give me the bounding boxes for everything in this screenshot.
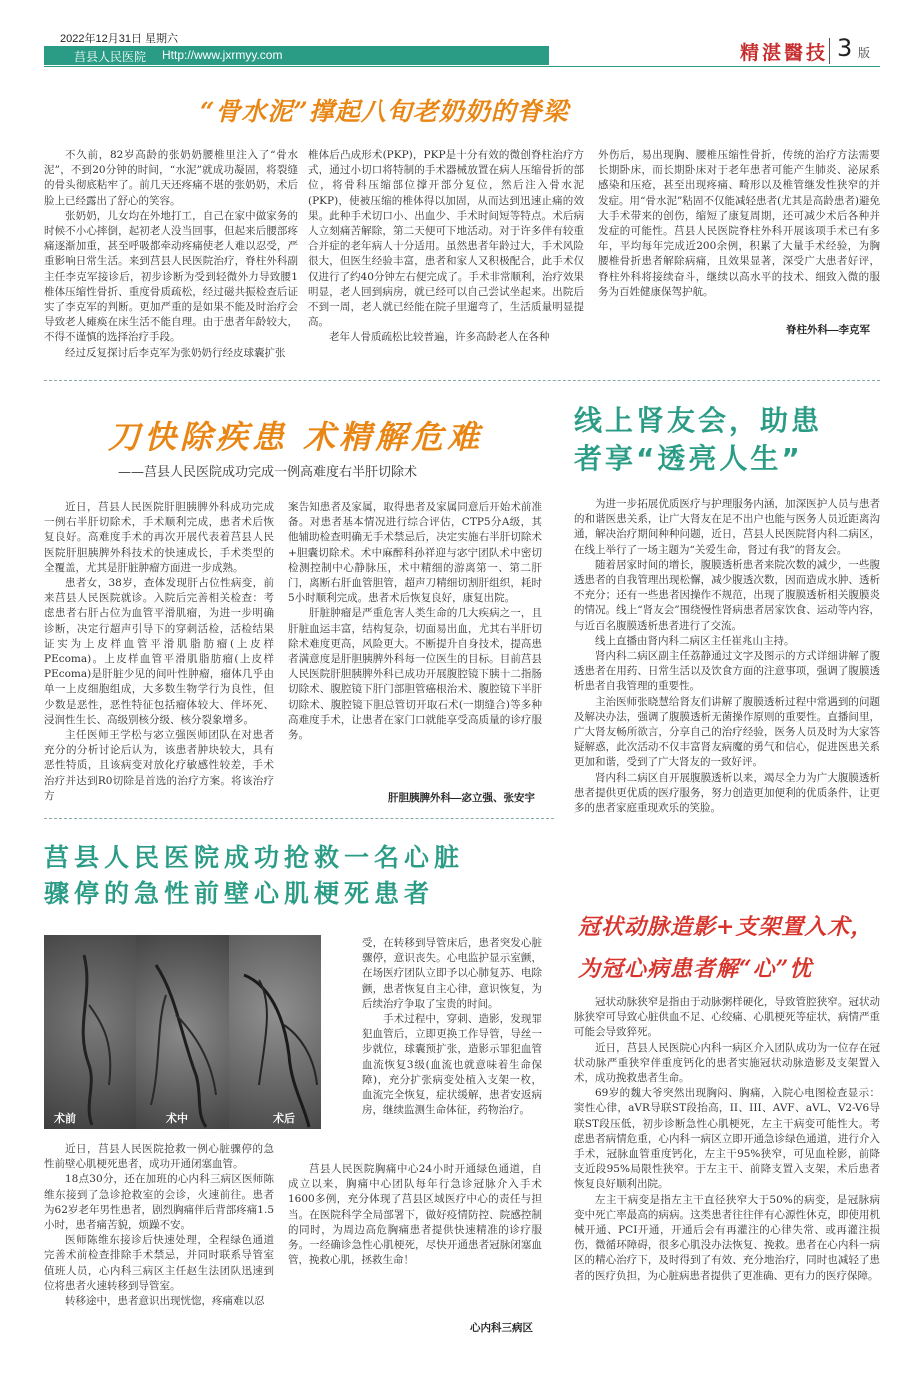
article4-col1 <box>44 1142 274 1309</box>
article2-title: 刀快除疾患 术精解危难 <box>108 418 484 456</box>
hospital-url[interactable]: Http://www.jxrmyy.com <box>162 48 283 62</box>
paragraph: 随着居家时间的增长，腹膜透析患者来院次数的减少，一些腹透患者的自我管理出现松懈，减少腹透次数，因而造成水肿、透析不充分；还有一些患者因操作不规范，出现了腹膜透析相关腹膜炎的情况。线上“肾友会”围绕慢性肾病患者居家饮食、运动等内容，与近百名腹膜透析患者进行了交流。 <box>574 558 880 632</box>
paragraph: 肾内科二病区自开展腹膜透析以来，竭尽全力为广大腹膜透析患者提供更优质的医疗服务，努力创造更加便利的优质条件，让更多的患者家庭重现欢乐的笑脸。 <box>574 771 880 815</box>
paragraph: 患者女，38岁，查体发现肝占位性病变，前来莒县人民医院就诊。入院后完善相关检查：考虑患者右肝占位为血管平滑肌瘤，为进一步明确诊断，决定行超声引导下的穿刺活检，活检结果证实为上皮样血管平滑肌脂肪瘤(上皮样PEcoma)。上皮样血管平滑肌脂肪瘤(上皮样PEcoma)是肝脏少见的间叶性肿瘤，瘤体几乎由单一上皮细胞组成，大多数生物学行为良性，但少数是恶性，恶性特征包括瘤体较大、伴坏死、浸润性生长、高级别核分级、核分裂象增多。 <box>44 577 274 726</box>
paragraph: 受，在转移到导管床后，患者突发心脏骤停，意识丧失。心电监护显示室颤，在场医疗团队立即予以心肺复苏、电除颤，患者恢复自主心律，意识恢复，为后续治疗争取了宝贵的时间。 <box>362 937 542 1010</box>
article2-subtitle: ——莒县人民医院成功完成一例高难度右半肝切除术 <box>118 465 418 480</box>
article2-signature: 肝胆胰脾外科—宓立强、张安宇 <box>388 792 535 804</box>
paragraph: 主任医师王学松与宓立强医师团队在对患者充分的分析讨论后认为，该患者肿块较大，具有恶性特质，且该病变对放化疗敏感性较差，手术治疗并达到R0切除是首选的治疗方案。将该治疗方 <box>44 729 274 802</box>
column-name: 精湛醫技 <box>740 42 829 64</box>
article4-col2-top <box>362 936 542 1118</box>
paragraph: 线上直播由肾内科二病区主任崔兆山主持。 <box>595 634 795 647</box>
page-number: 3 <box>837 34 853 62</box>
paragraph: 肝脏肿瘤是严重危害人类生命的几大疾病之一，且肝脏血运丰富，结构复杂，切面易出血，尤其右半肝切除术难度更高，风险更大。不断提升自身技术，提高患者满意度是肝胆胰脾外科每一位医生的目标。目前莒县人民医院肝胆胰脾外科已成功开展腹腔镜下胰十二指肠切除术、腹腔镜下肝门部胆管癌根治术、腹腔镜下半肝切除术、腹腔镜下胆总管切开取石术(一期缝合)等多种高难度手术，让患者在家门口就能享受高质量的诊疗服务。 <box>288 607 542 742</box>
article1-col3 <box>598 148 880 300</box>
paragraph: 莒县人民医院胸痛中心24小时开通绿色通道，自成立以来，胸痛中心团队每年行急诊冠脉介入手术1600多例，充分体现了莒县区域医疗中心的责任与担当。在医院科学全局部署下，做好疫情防控、院感控制的同时，为周边高危胸痛患者提供快速精准的诊疗服务。一经确诊急性心肌梗死，尽快开通患者冠脉闭塞血管，挽救心肌，拯救生命！ <box>288 1163 542 1267</box>
article4-title <box>44 840 464 912</box>
angiography-photo <box>44 935 321 1129</box>
article4-title-line2: 骤停的急性前壁心肌梗死患者 <box>44 879 435 908</box>
page-separator <box>829 38 830 64</box>
article2-col1 <box>44 500 274 804</box>
article2-col2 <box>288 500 542 743</box>
photo-caption: 术中 <box>166 1113 188 1125</box>
article4-title-line1: 莒县人民医院成功抢救一名心脏 <box>44 843 465 872</box>
article1-col2 <box>308 148 584 346</box>
article5-title <box>578 906 873 990</box>
paragraph: 近日，莒县人民医院抢救一例心脏骤停的急性前壁心肌梗死患者，成功开通闭塞血管。 <box>44 1143 274 1171</box>
paragraph: 冠状动脉狭窄是指由于动脉粥样硬化，导致管腔狭窄。冠状动脉狭窄可导致心脏供血不足、心绞痛、心肌梗死等症状，病情严重可能会导致猝死。 <box>574 996 880 1039</box>
paragraph: 老年人骨质疏松比较普遍，许多高龄老人在各种 <box>329 331 550 344</box>
paragraph: 椎体后凸成形术(PKP)，PKP是十分有效的微创脊柱治疗方式，通过小切口将特制的手术器械放置在病人压缩骨折的部位，将骨科压缩部位撑开部分复位，然后注入骨水泥(PKP)，使被压缩的椎体得以加固，从而达到迅速止痛的效果。此种手术切口小、出血少、手术时间短等特点。术后病人立刻痛苦解除，第二天便可下地活动。对于许多伴有较重合并症的老年病人十分适用。虽然患者年龄过大，手术风险很大，但医生经验丰富，患者和家人又积极配合，此手术仅仅进行了约40分钟左右便完成了。手术非常顺利，治疗效果明显，老人回到病房，就已经可以自己尝试坐起来。出院后不到一周，老人就已经能在院子里遛弯了，生活质量明显提高。 <box>308 149 584 329</box>
article5-title-line1: 冠状动脉造影+支架置入术， <box>578 914 874 940</box>
paragraph: 转移途中，患者意识出现恍惚，疼痛难以忍 <box>65 1295 265 1308</box>
paragraph: 69岁的魏大爷突然出现胸闷、胸痛，入院心电图检查显示：窦性心律，aVR导联ST段抬高，II、III、AVF、aVL、V2-V6导联ST段压低，初步诊断急性心肌梗死，左主干病变可能性大。考虑患者病情危重，心内科一病区立即开通急诊绿色通道，进行介入手术，冠脉血管重度钙化，左主干95%狭窄，可见血栓影，前降支近段95%局限性狭窄。于左主干、前降支置入支架，术后患者恢复良好顺利出院。 <box>574 1087 880 1191</box>
paragraph: 手术过程中，穿刺、造影，发现罪犯血管后，立即更换工作导管，导丝一步就位，球囊预扩张，造影示罪犯血管血流恢复3级(血流也就意味着生命保障)，充分扩张病变处植入支架一枚，血流完全恢复，症状缓解，患者安返病房，继续监测生命体征，药物治疗。 <box>362 1013 542 1117</box>
coronary-vessel-image <box>44 935 136 1129</box>
photo-caption: 术后 <box>273 1113 295 1125</box>
paragraph: 为进一步拓展优质医疗与护理服务内涵，加深医护人员与患者的和谐医患关系，让广大肾友在足不出户也能与医务人员近距离沟通，解决治疗期间种种问题，近日，莒县人民医院肾内科二病区，在线上举行了一场主题为“关爱生命，肾过有我”的肾友会。 <box>574 498 880 556</box>
paragraph: 主治医师张晓慧给肾友们讲解了腹膜透析过程中常遇到的问题及解决办法，强调了腹膜透析无菌操作原则的重要性。直播间里，广大肾友畅所欲言，分享自己的治疗经验，医务人员及时为大家答疑解惑，此次活动不仅丰富肾友病魔的勇气和信心，促进医患关系更加和谐，受到了广大肾友的一致好评。 <box>574 695 880 769</box>
section-divider <box>44 818 554 819</box>
paragraph: 近日，莒县人民医院肝胆胰脾外科成功完成一例右半肝切除术，手术顺利完成，患者术后恢复良好。高难度手术的再次开展代表着莒县人民医院肝胆胰脾外科技术的快速成长，手术类型的全覆盖，尤其是肝脏肿瘤方面进一步成熟。 <box>44 501 274 574</box>
paragraph: 不久前，82岁高龄的张奶奶腰椎里注入了“骨水泥”，不到20分钟的时间，“水泥”就成功凝固，将裂缝的骨头彻底粘牢了。前几天还疼痛不堪的张奶奶，术后脸上已经露出了舒心的笑容。 <box>44 149 298 207</box>
photo-panel-during <box>136 935 229 1129</box>
page-unit: 版 <box>858 46 871 60</box>
article4-signature: 心内科三病区 <box>470 1322 533 1334</box>
paragraph: 近日，莒县人民医院心内科一病区介入团队成功为一位存在冠状动脉严重狭窄伴重度钙化的患者实施冠状动脉造影及支架置入术，成功挽救患者生命。 <box>574 1041 880 1085</box>
article4-col2-bottom <box>288 1162 542 1268</box>
article1-signature: 脊柱外科—李克军 <box>786 324 870 336</box>
hospital-name: 莒县人民医院 <box>74 50 147 64</box>
issue-date: 2022年12月31日 星期六 <box>60 33 178 45</box>
coronary-vessel-image <box>229 935 321 1129</box>
article3-title <box>574 402 822 478</box>
paragraph: 经过反复探讨后李克军为张奶奶行经皮球囊扩张 <box>65 346 286 359</box>
coronary-vessel-image <box>136 935 229 1129</box>
paragraph: 张奶奶，儿女均在外地打工，自己在家中做家务的时候不小心摔倒，起初老人没当回事，但起来后腰部疼痛逐渐加重，甚至呼吸都牵动疼痛使老人难以忍受，严重影响日常生活。来到莒县人民医院治疗，脊柱外科副主任李克军接诊后，初步诊断为受到轻微外力导致腰1椎体压缩性骨折、重度骨质疏松，经过磁共振检查后证实了李克军的判断。更加严重的是如果不能及时治疗会导致老人瘫痪在床生活不能自理。由于患者年龄较大，不得不谨慎的选择治疗手段。 <box>44 209 298 344</box>
paragraph: 案告知患者及家属，取得患者及家属同意后开始术前准备。对患者基本情况进行综合评估，CTP5分A级，其他辅助检查明确无手术禁忌后，决定实施右半肝切除术+胆囊切除术。术中麻醉科孙祥迎与宓宁团队术中密切检测控制中心静脉压，术中精细的游离第一、第二肝门，离断右肝血管胆管，超声刀精细切割肝组织，耗时5小时顺利完成。患者术后恢复良好，康复出院。 <box>288 501 542 605</box>
article3-title-line2: 者享“透亮人生” <box>574 442 803 475</box>
paragraph: 外伤后，易出现胸、腰椎压缩性骨折，传统的治疗方法需要长期卧床，而长期卧床对于老年患者可能产生肺炎、泌尿系感染和压疮，甚至出现疼痛、畸形以及椎管继发性狭窄的并发症。用“骨水泥”粘固不仅能减轻患者(尤其是高龄患者)避免大手术带来的创伤，缩短了康复周期，还可减少术后各种并发症的可能性。莒县人民医院脊柱外科开展该项手术已有多年，平均每年完成近200余例，积累了大量手术经验，为胸腰椎骨折患者解除病痛，且效果显著，深受广大患者好评，脊柱外科将接续奋斗，继续以高水平的技术、细致入微的服务为百姓健康保驾护航。 <box>598 149 880 298</box>
photo-panel-after <box>229 935 321 1129</box>
article1-col1 <box>44 148 298 361</box>
article5-title-line2: 为冠心病患者解“心”忧 <box>578 956 813 982</box>
article3-title-line1: 线上肾友会，助患 <box>574 404 823 437</box>
section-divider <box>44 380 880 381</box>
article3-body <box>574 497 880 816</box>
article5-body <box>574 995 880 1284</box>
photo-panel-before <box>44 935 136 1129</box>
paragraph: 医师陈维东接诊后快速处理，全程绿色通道完善术前检查排除手术禁忌，并同时联系导管室值班人员，心内科三病区主任赵生法团队迅速到位将患者火速转移到导管室。 <box>44 1234 274 1292</box>
article1-title: “骨水泥”撑起八旬老奶奶的脊梁 <box>200 97 569 126</box>
paragraph: 左主干病变是指左主干直径狭窄大于50%的病变，是冠脉病变中死亡率最高的病病。这类患者往往伴有心源性休克，即使用机械开通、PCI开通，开通后会有再灌注的心律失常、或再灌注损伤，微循环障碍，很多心肌没办法恢复、挽救。患者在心内科一病区的精心治疗下，及时得到了有效、充分地治疗，同时也减轻了患者的医疗负担，为心脏病患者提供了更准确、更有力的医疗保障。 <box>574 1193 880 1282</box>
paragraph: 肾内科二病区副主任荔静通过文字及图示的方式详细讲解了腹透患者在用药、日常生活以及饮食方面的注意事项，强调了腹膜透析患者自我管理的重要性。 <box>574 650 880 693</box>
photo-caption: 术前 <box>54 1113 76 1125</box>
header-divider <box>44 66 880 67</box>
paragraph: 18点30分，还在加班的心内科三病区医师陈维东接到了急诊抢救室的会诊，火速前往。患者为62岁老年男性患者，剧烈胸痛伴后背部疼痛1.5小时，患者痛苦貌，烦躁不安。 <box>44 1173 274 1232</box>
